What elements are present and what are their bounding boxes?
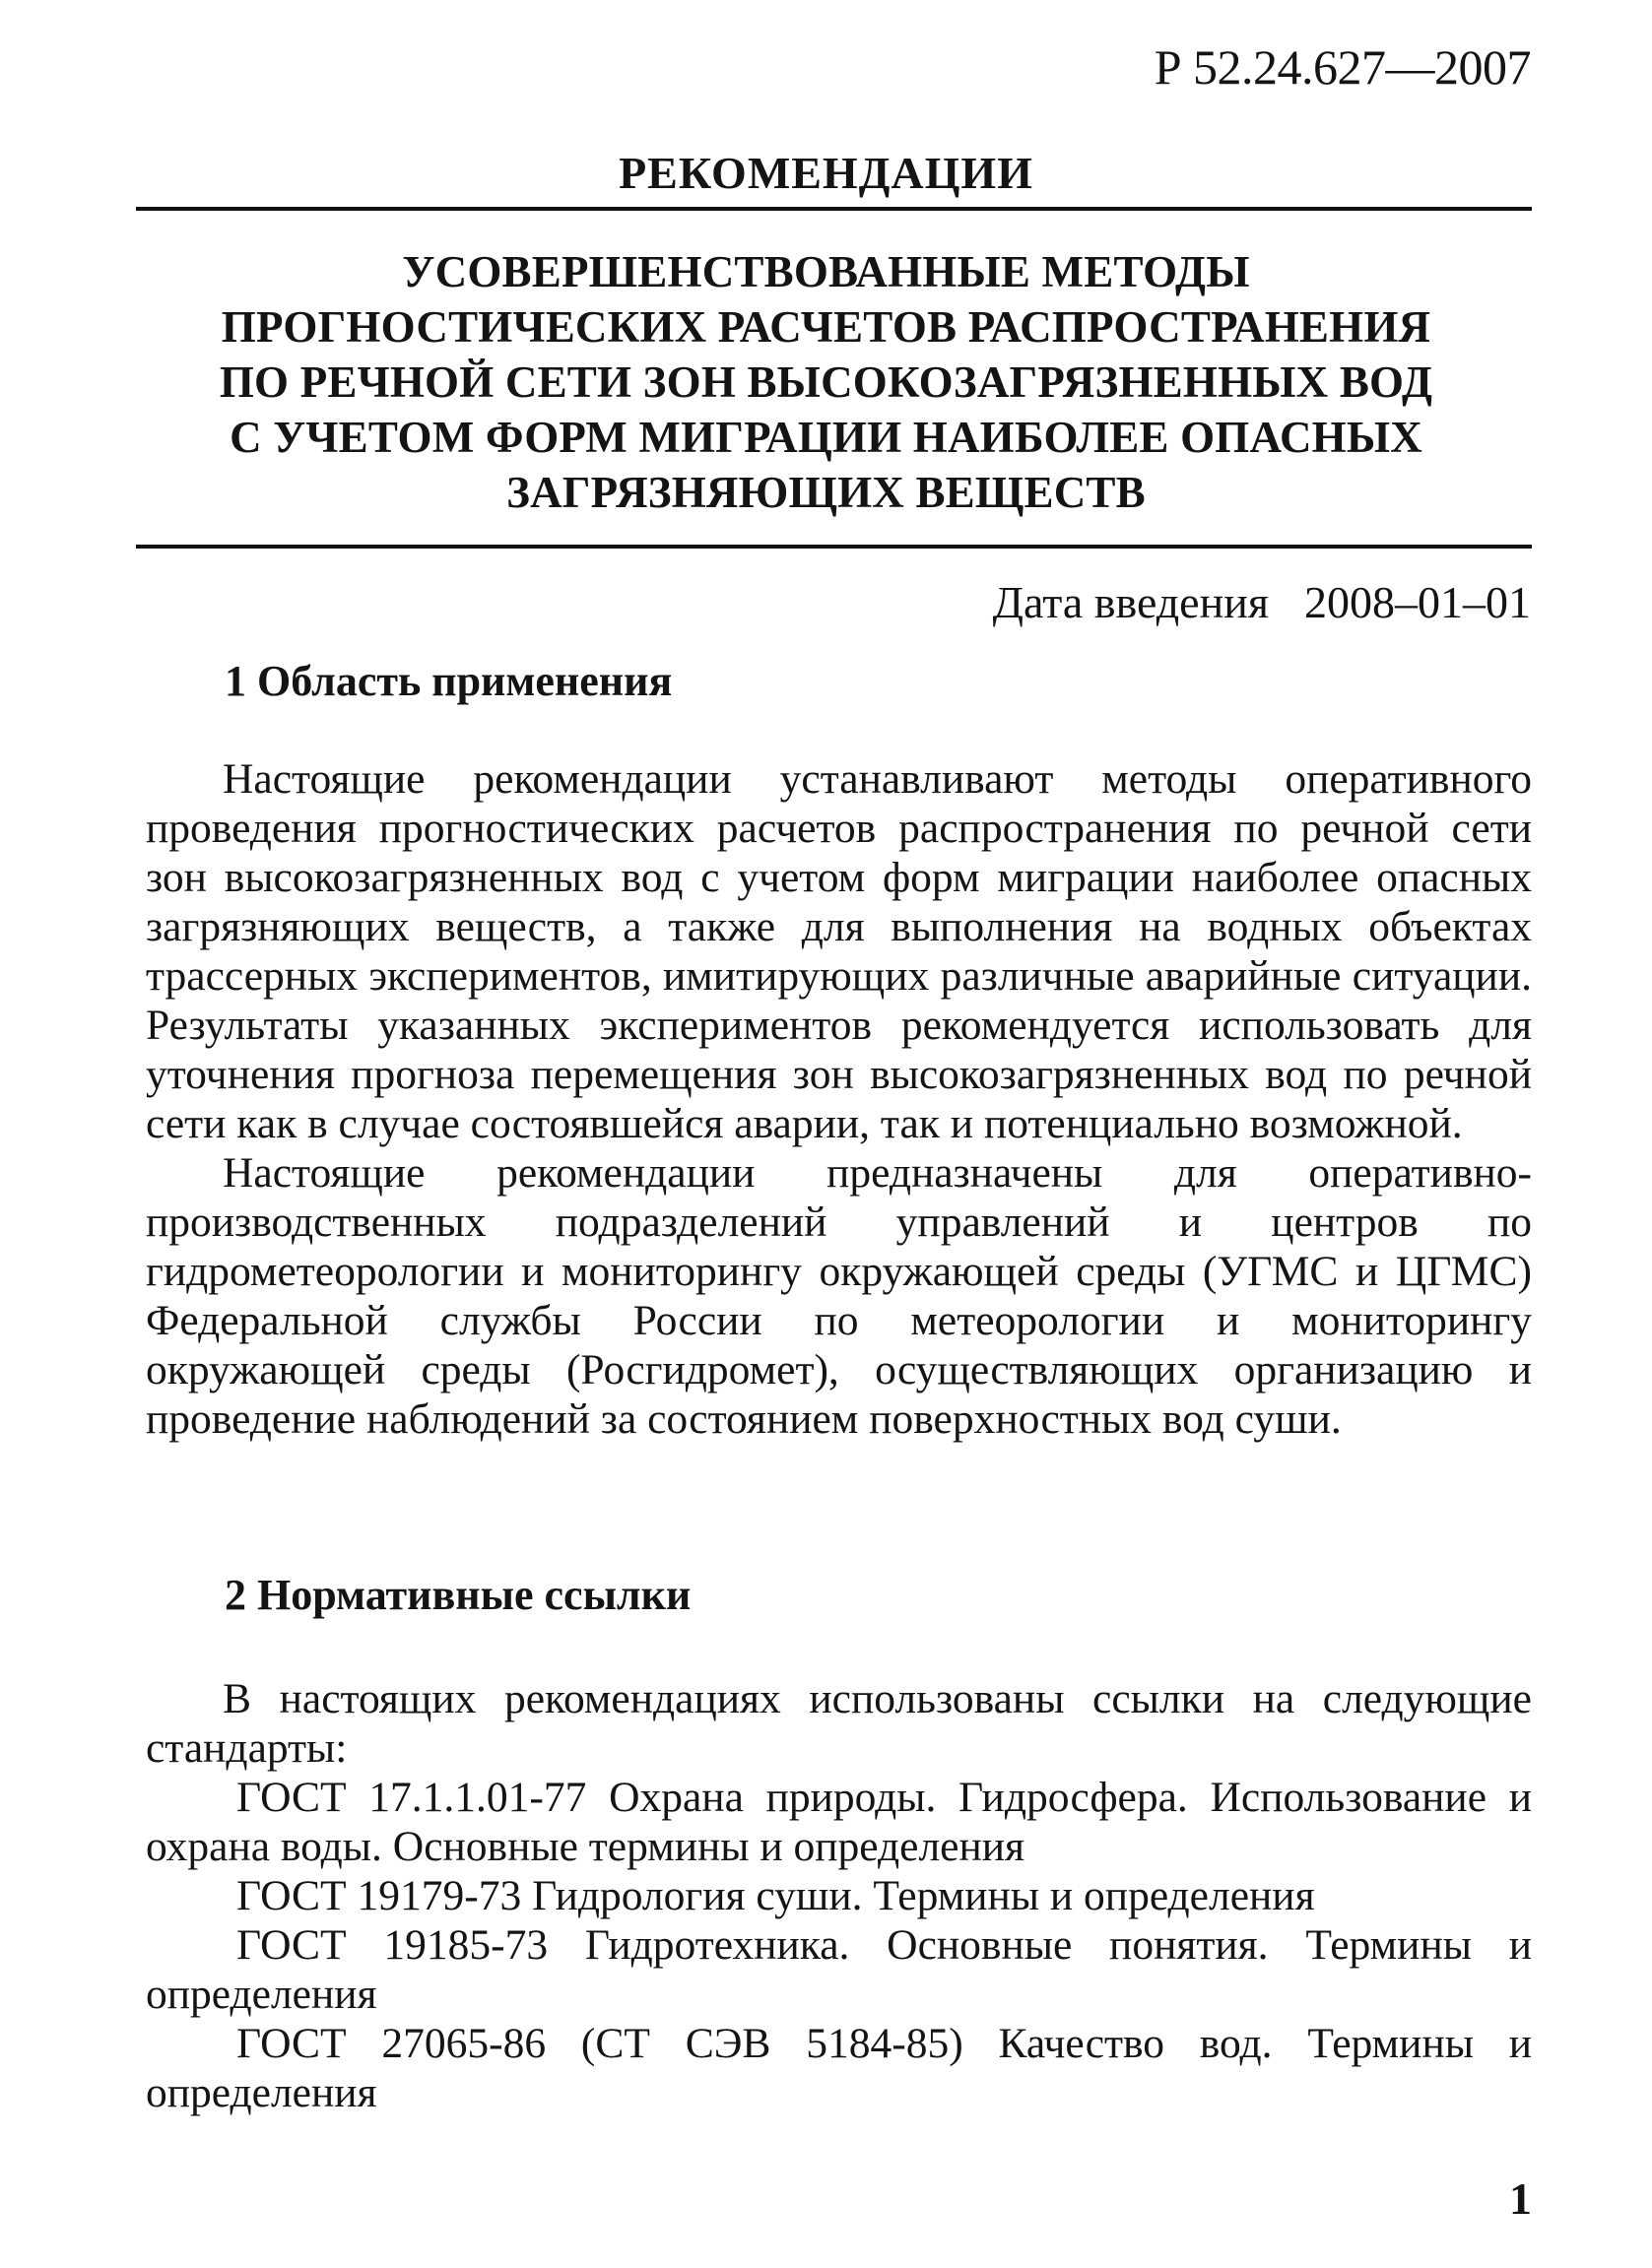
- reference-item: ГОСТ 19179-73 Гидрология суши. Термины и определения: [236, 1872, 1315, 1919]
- reference-item: ГОСТ 19185-73 Гидротехника. Основные понятия. Термины и определения: [146, 1921, 1532, 2018]
- reference-item: ГОСТ 17.1.1.01-77 Охрана природы. Гидросфера. Использование и охрана воды. Основные термины и определения: [146, 1774, 1532, 1870]
- document-title: [158, 244, 1494, 520]
- top-rule: [136, 207, 1532, 211]
- document-code: Р 52.24.627—2007: [1154, 39, 1531, 95]
- intro-date-label: Дата введения: [992, 577, 1269, 627]
- section-heading-scope: 1 Область применения: [225, 657, 673, 705]
- paragraph: В настоящих рекомендациях использованы ссылки на следующие стандарты:: [146, 1675, 1532, 1772]
- section-body-scope: [146, 754, 1532, 1444]
- title-line: ПРОГНОСТИЧЕСКИХ РАСЧЕТОВ РАСПРОСТРАНЕНИЯ: [221, 302, 1431, 352]
- section-body-references: [146, 1674, 1532, 2117]
- title-line: ПО РЕЧНОЙ СЕТИ ЗОН ВЫСОКОЗАГРЯЗНЕННЫХ ВОД: [219, 357, 1433, 407]
- page-number: 1: [1509, 2173, 1532, 2224]
- bottom-rule: [136, 545, 1532, 549]
- title-line: ЗАГРЯЗНЯЮЩИХ ВЕЩЕСТВ: [506, 468, 1146, 517]
- document-type-heading: РЕКОМЕНДАЦИИ: [619, 148, 1033, 198]
- title-line: С УЧЕТОМ ФОРМ МИГРАЦИИ НАИБОЛЕЕ ОПАСНЫХ: [230, 413, 1422, 462]
- introduction-date: [993, 575, 1531, 629]
- title-line: УСОВЕРШЕНСТВОВАННЫЕ МЕТОДЫ: [402, 247, 1250, 296]
- intro-date-value: 2008–01–01: [1304, 577, 1531, 627]
- paragraph: Настоящие рекомендации устанавливают методы оперативного проведения прогностических расчетов распространения по речной сети зон высокозагрязненных вод с учетом форм миграции наиболее опасных загрязняющих веществ, а также для выполнения на водных объектах трассерных экспериментов, имитирующих различные аварийные ситуации. Результаты указанных экспериментов рекомендуется использовать для уточнения прогноза перемещения зон высокозагрязненных вод по речной сети как в случае состоявшейся аварии, так и потенциально возможной.: [146, 755, 1532, 1147]
- section-heading-references: 2 Нормативные ссылки: [225, 1571, 692, 1619]
- reference-item: ГОСТ 27065-86 (СТ СЭВ 5184-85) Качество вод. Термины и определения: [146, 2020, 1532, 2116]
- paragraph: Настоящие рекомендации предназначены для оперативно-производственных подразделений управлений и центров по гидрометеорологии и мониторингу окружающей среды (УГМС и ЦГМС) Федеральной службы России по метеорологии и мониторингу окружающей среды (Росгидромет), осуществляющих организацию и проведение наблюдений за состоянием поверхностных вод суши.: [146, 1149, 1532, 1443]
